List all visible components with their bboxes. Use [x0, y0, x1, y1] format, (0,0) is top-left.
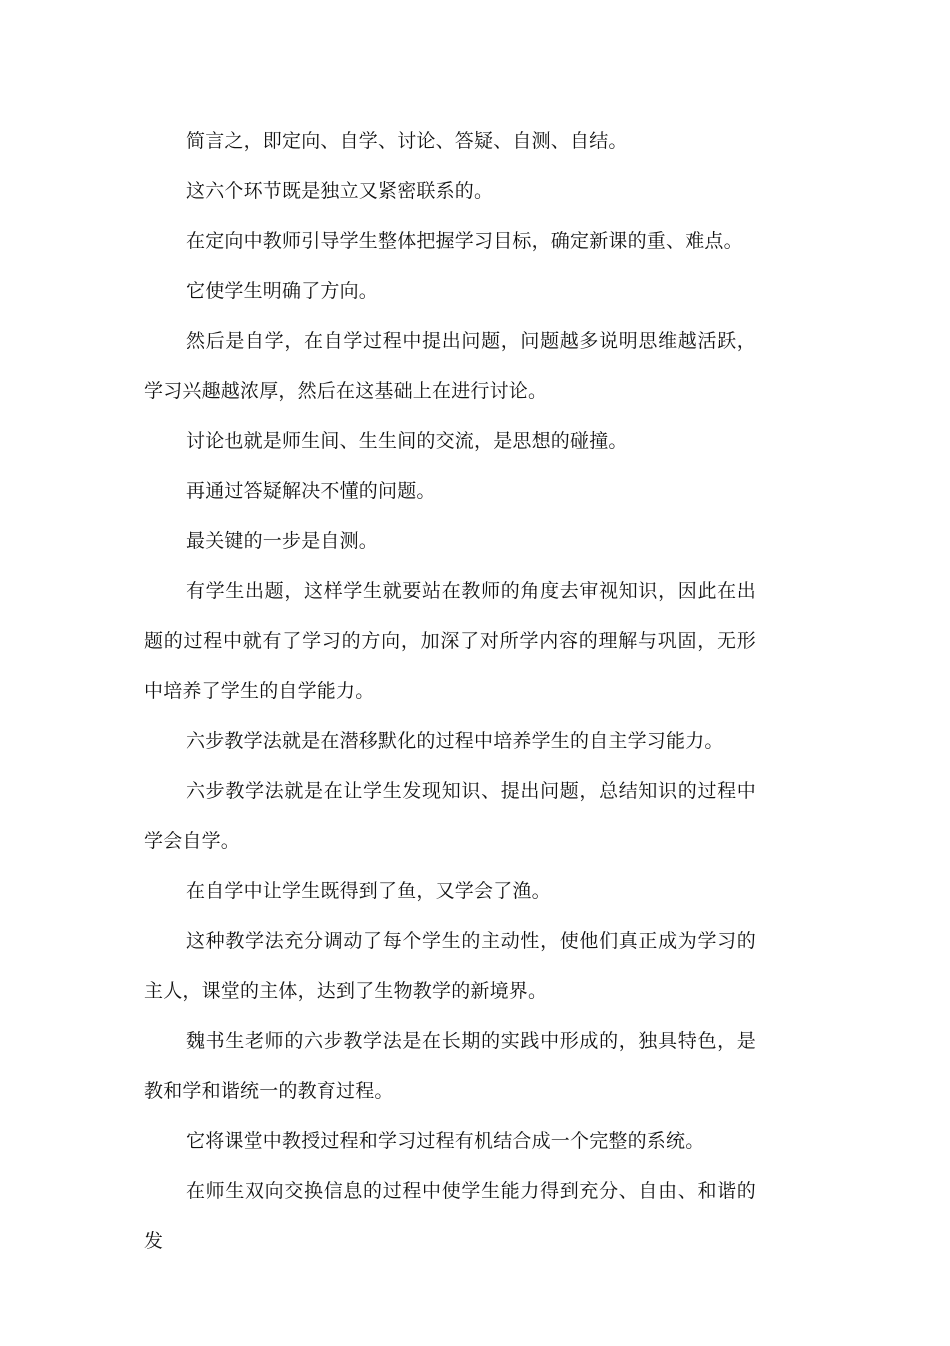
- paragraph-7: 再通过答疑解决不懂的问题。: [186, 480, 436, 502]
- paragraph-13: 这种教学法充分调动了每个学生的主动性，使他们真正成为学习的主人，课堂的主体，达到了生物教学的新境界。: [144, 930, 756, 1002]
- paragraph-16: 在师生双向交换信息的过程中使学生能力得到充分、自由、和谐的发: [144, 1180, 756, 1252]
- paragraph-10: 六步教学法就是在潜移默化的过程中培养学生的自主学习能力。: [186, 730, 724, 752]
- paragraph-2: 这六个环节既是独立又紧密联系的。: [186, 180, 494, 202]
- paragraph-4: 它使学生明确了方向。: [186, 280, 379, 302]
- paragraph-11: 六步教学法就是在让学生发现知识、提出问题，总结知识的过程中学会自学。: [144, 780, 756, 852]
- paragraph-14: 魏书生老师的六步教学法是在长期的实践中形成的，独具特色，是教和学和谐统一的教育过程。: [144, 1030, 756, 1102]
- document-body: [144, 116, 756, 1266]
- paragraph-15: 它将课堂中教授过程和学习过程有机结合成一个完整的系统。: [186, 1130, 705, 1152]
- paragraph-12: 在自学中让学生既得到了鱼，又学会了渔。: [186, 880, 551, 902]
- paragraph-3: 在定向中教师引导学生整体把握学习目标，确定新课的重、难点。: [186, 230, 743, 252]
- paragraph-1: 简言之，即定向、自学、讨论、答疑、自测、自结。: [186, 130, 628, 152]
- paragraph-5: 然后是自学，在自学过程中提出问题，问题越多说明思维越活跃，学习兴趣越浓厚，然后在这基础上在进行讨论。: [144, 330, 756, 402]
- paragraph-9: 有学生出题，这样学生就要站在教师的角度去审视知识，因此在出题的过程中就有了学习的方向，加深了对所学内容的理解与巩固，无形中培养了学生的自学能力。: [144, 580, 756, 702]
- paragraph-6: 讨论也就是师生间、生生间的交流，是思想的碰撞。: [186, 430, 628, 452]
- paragraph-8: 最关键的一步是自测。: [186, 530, 379, 552]
